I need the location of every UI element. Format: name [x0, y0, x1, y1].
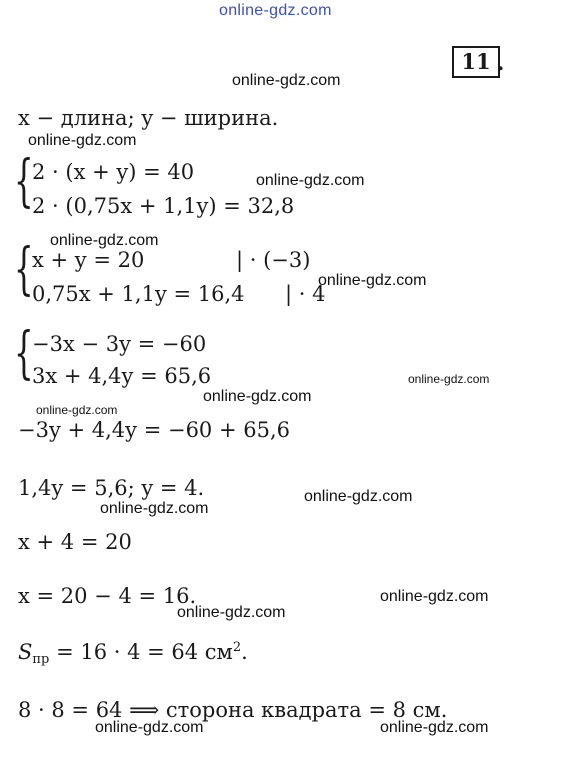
watermark: online-gdz.com [256, 172, 365, 189]
system1-eq2: 2 · (0,75x + 1,1y) = 32,8 [32, 194, 295, 218]
area-symbol: S [18, 640, 33, 664]
system1-eq1: 2 · (x + y) = 40 [32, 160, 195, 184]
system3-eq1: −3x − 3y = −60 [32, 332, 207, 356]
watermark: online-gdz.com [380, 588, 489, 605]
watermark: online-gdz.com [95, 719, 204, 736]
watermark: online-gdz.com [408, 372, 490, 386]
watermark: online-gdz.com [232, 72, 341, 89]
solve-x-line: x = 20 − 4 = 16. [18, 584, 197, 608]
system2-eq2-multiplier: | · 4 [285, 282, 326, 306]
area-period: . [241, 640, 248, 664]
area-value: = 16 · 4 = 64 см [49, 640, 233, 664]
watermark: online-gdz.com [50, 232, 159, 249]
area-exponent: 2 [232, 640, 242, 655]
task-number: 11 [461, 49, 491, 74]
watermark: online-gdz.com [318, 272, 427, 289]
task-number-dot: . [497, 50, 505, 75]
watermark: online-gdz.com [304, 488, 413, 505]
sum-line: −3y + 4,4y = −60 + 65,6 [18, 418, 290, 442]
area-line [18, 640, 248, 667]
area-subscript: пр [32, 652, 50, 667]
system-brace-3: { [14, 321, 34, 386]
system-brace-1: { [14, 149, 34, 214]
definitions-line: x − длина; y − ширина. [18, 106, 279, 130]
task-number-box [452, 46, 500, 78]
solve-y-line: 1,4y = 5,6; y = 4. [18, 476, 205, 500]
system-brace-2: { [14, 237, 34, 302]
watermark: online-gdz.com [203, 388, 312, 405]
system2-eq2: 0,75x + 1,1y = 16,4 [32, 282, 245, 306]
system3-eq2: 3x + 4,4y = 65,6 [32, 364, 212, 388]
substitute-line: x + 4 = 20 [18, 530, 132, 554]
system2-eq1: x + y = 20 [32, 248, 145, 272]
watermark-top: online-gdz.com [219, 2, 332, 19]
watermark: online-gdz.com [380, 719, 489, 736]
watermark: online-gdz.com [100, 500, 209, 517]
system2-eq1-multiplier: | · (−3) [236, 248, 311, 272]
watermark: online-gdz.com [28, 132, 137, 149]
watermark: online-gdz.com [177, 604, 286, 621]
watermark: online-gdz.com [36, 403, 118, 417]
square-side-line: 8 · 8 = 64 ⟹ сторона квадрата = 8 см. [18, 698, 448, 722]
